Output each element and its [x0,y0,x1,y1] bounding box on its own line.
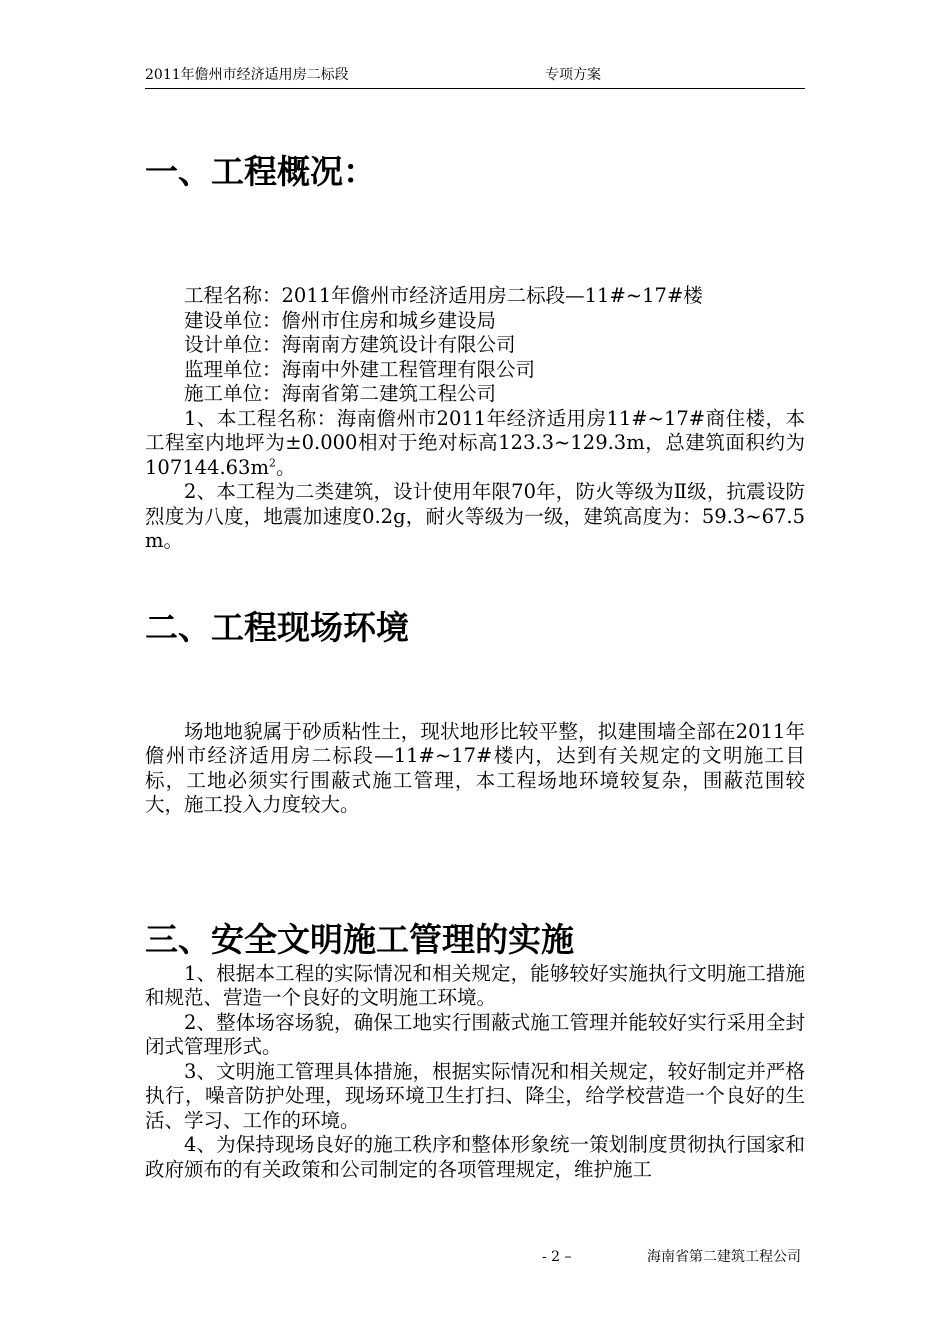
section-3-paragraph-3: 3、文明施工管理具体措施，根据实际情况和相关规定，较好制定并严格执行，噪音防护处理，现场环境卫生打扫、降尘，给学校营造一个良好的生活、学习、工作的环境。 [145,1059,805,1132]
section-1-paragraph-2: 2、本工程为二类建筑，设计使用年限70年，防火等级为Ⅱ级，抗震设防烈度为八度，地震加速度0.2g，耐火等级为一级，建筑高度为：59.3~67.5 m。 [145,480,805,552]
section-2-paragraph-1: 场地地貌属于砂质粘性土，现状地形比较平整，拟建围墙全部在2011年儋州市经济适用房二标段—11#~17#楼内，达到有关规定的文明施工目标，工地必须实行围蔽式施工管理，本工程场地环境较复杂，围蔽范围较大，施工投入力度较大。 [145,719,805,816]
section-3-paragraph-4: 4、为保持现场良好的施工秩序和整体形象统一策划制度贯彻执行国家和政府颁布的有关政策和公司制定的各项管理规定，维护施工 [145,1133,805,1181]
document-body [145,150,805,1182]
section-3-paragraph-1: 1、根据本工程的实际情况和相关规定，能够较好实施执行文明施工措施和规范、营造一个良好的文明施工环境。 [145,961,805,1009]
section-1-title: 一、工程概况： [145,152,376,191]
footer-company: 海南省第二建筑工程公司 [647,1249,801,1265]
section-1-paragraph-1: 1、本工程名称：海南儋州市2011年经济适用房11#~17#商住楼，本工程室内地坪为±0.000相对于绝对标高123.3~129.3m，总建筑面积约为$107144.63m^2$。 [145,406,805,479]
section-3-title: 三、安全文明施工管理的实施 [145,919,574,959]
page-number: - 2 – [542,1249,572,1265]
field-contractor: 施工单位：海南省第二建筑工程公司 [184,382,497,405]
field-supervisor: 监理单位：海南中外建工程管理有限公司 [184,357,536,381]
section-2-title: 二、工程现场环境 [145,607,409,647]
section-3-paragraph-2: 2、整体场容场貌，确保工地实行围蔽式施工管理并能较好实行采用全封闭式管理形式。 [145,1010,805,1058]
page-header [145,66,805,89]
field-designer: 设计单位：海南南方建筑设计有限公司 [184,333,516,356]
header-project-name: 2011年儋州市经济适用房二标段 [145,67,349,83]
field-owner: 建设单位：儋州市住房和城乡建设局 [184,308,497,332]
header-doc-type: 专项方案 [545,67,601,83]
field-project-name: 工程名称：2011年儋州市经济适用房二标段—11#~17#楼 [184,284,703,307]
